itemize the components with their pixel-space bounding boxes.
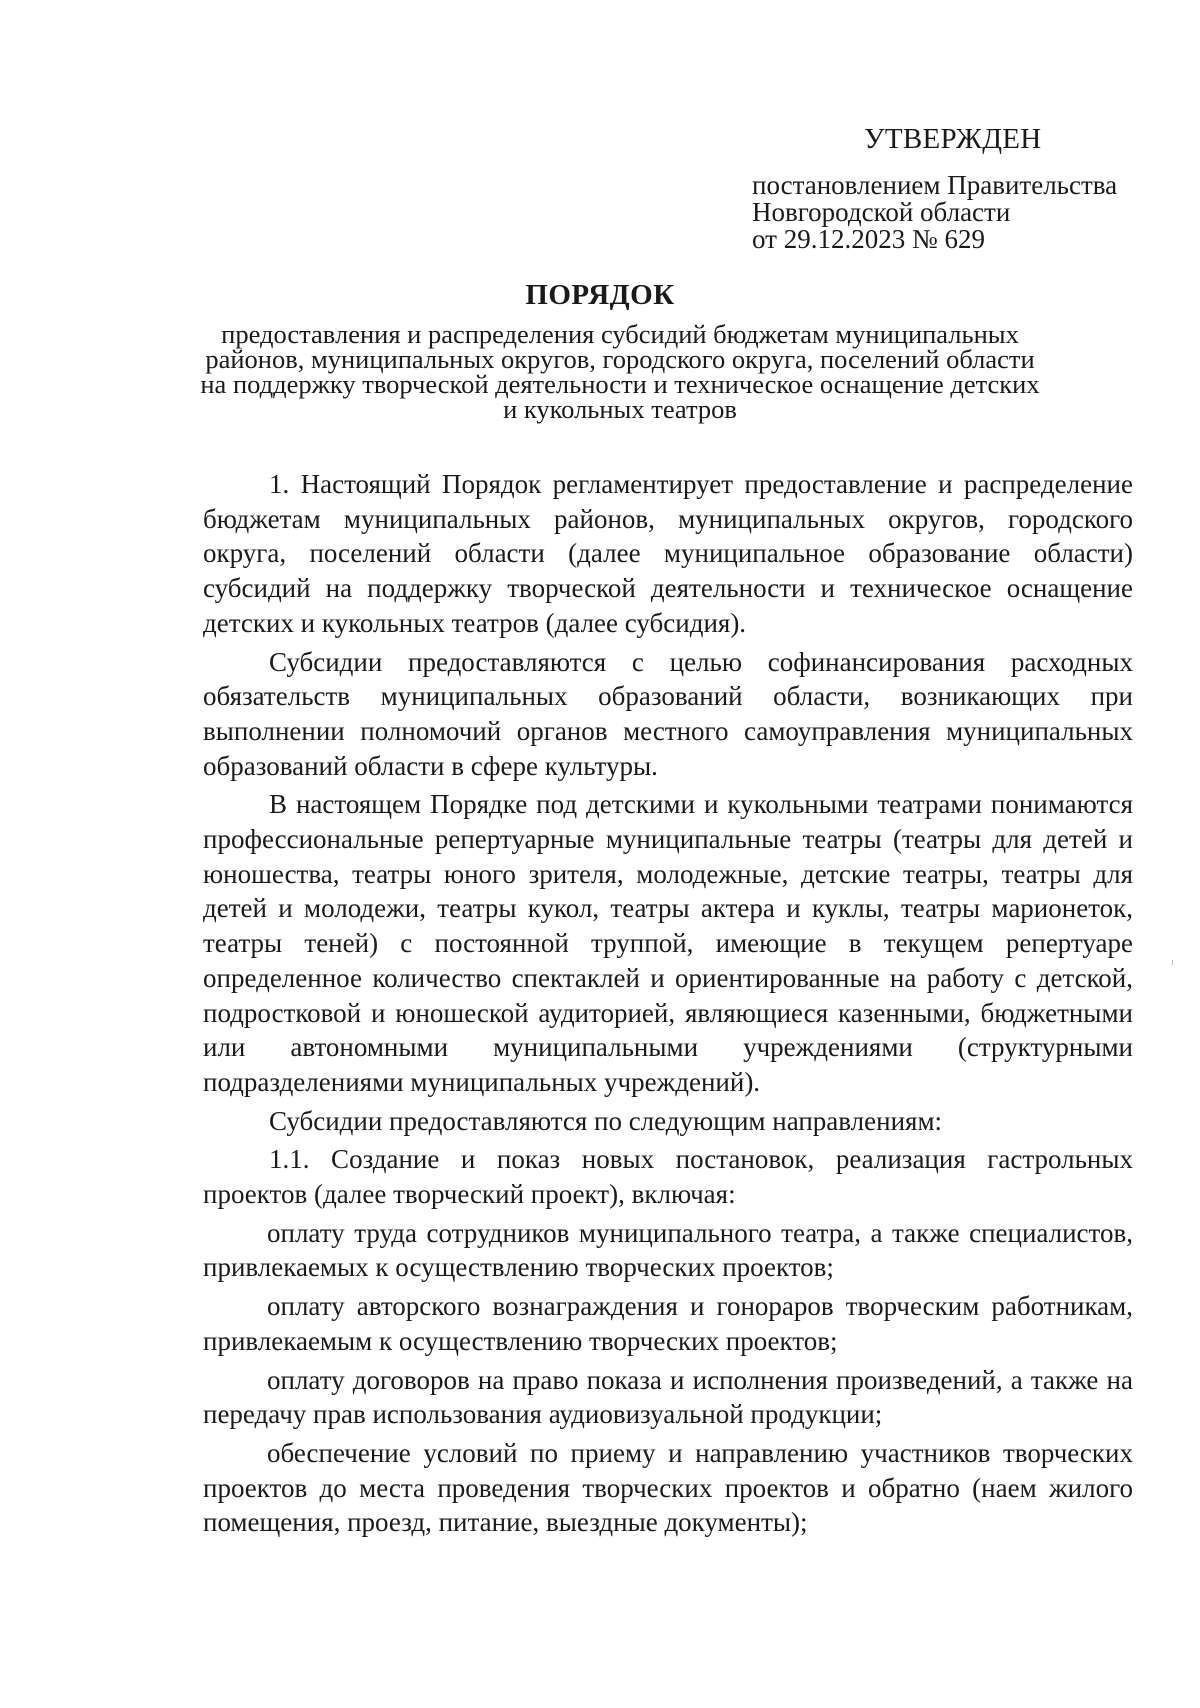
approval-line-1: постановлением Правительства	[752, 170, 1118, 200]
list-item-4: обеспечение условий по приему и направлению участников творческих проектов до места проведения творческих проектов и обратно (наем жилого помещения, проезд, питание, выездные документы);	[203, 1437, 1133, 1538]
paragraph-3: В настоящем Порядке под детскими и кукольными театрами понимаются профессиональные репертуарные муниципальные театры (театры для детей и юношества, театры юного зрителя, молодежные, детские театры, театры для детей и молодежи, театры кукол, театры актера и куклы, театры марионеток, театры теней) с постоянной труппой, имеющие в текущем репертуаре определенное количество спектаклей и ориентированные на работу с детской, подростковой и юношеской аудиторией, являющиеся казенными, бюджетными или автономными муниципальными учреждениями (структурными подразделениями муниципальных учреждений).	[203, 789, 1133, 1097]
paragraph-1: 1. Настоящий Порядок регламентирует предоставление и распределение бюджетам муниципальных районов, муниципальных округов, городского округа, поселений области (далее муниципальное образование области) субсидий на поддержку творческой деятельности и техническое оснащение детских и кукольных театров (далее субсидия).	[203, 469, 1133, 638]
approval-stamp	[752, 122, 1152, 253]
approval-line-3: от 29.12.2023 № 629	[752, 224, 985, 254]
document-subtitle: предоставления и распределения субсидий бюджетам муниципальных районов, муниципальных округов, городского округа, поселений области на поддержку творческой деятельности и техническое оснащение детских и кукольных театров	[200, 319, 1040, 424]
document-body	[203, 467, 1133, 1540]
scan-mark	[1172, 960, 1173, 965]
list-item-1: оплату труда сотрудников муниципального театра, а также специалистов, привлекаемых к осуществлению творческих проектов;	[203, 1217, 1133, 1283]
list-item-2: оплату авторского вознаграждения и гонораров творческим работникам, привлекаемым к осуществлению творческих проектов;	[203, 1291, 1133, 1356]
paragraph-2: Субсидии предоставляются с целью софинансирования расходных обязательств муниципальных образований области, возникающих при выполнении полномочий органов местного самоуправления муниципальных образований области в сфере культуры.	[203, 646, 1133, 781]
paragraph-5: 1.1. Создание и показ новых постановок, реализация гастрольных проектов (далее творческий проект), включая:	[203, 1144, 1133, 1210]
list-item-3: оплату договоров на право показа и исполнения произведений, а также на передачу прав использования аудиовизуальной продукции;	[203, 1364, 1133, 1430]
paragraph-4: Субсидии предоставляются по следующим направлениям:	[269, 1105, 943, 1136]
approval-line-2: Новгородской области	[752, 197, 1011, 227]
document-title: ПОРЯДОК	[525, 279, 675, 311]
approval-title: УТВЕРЖДЕН	[864, 123, 1042, 155]
